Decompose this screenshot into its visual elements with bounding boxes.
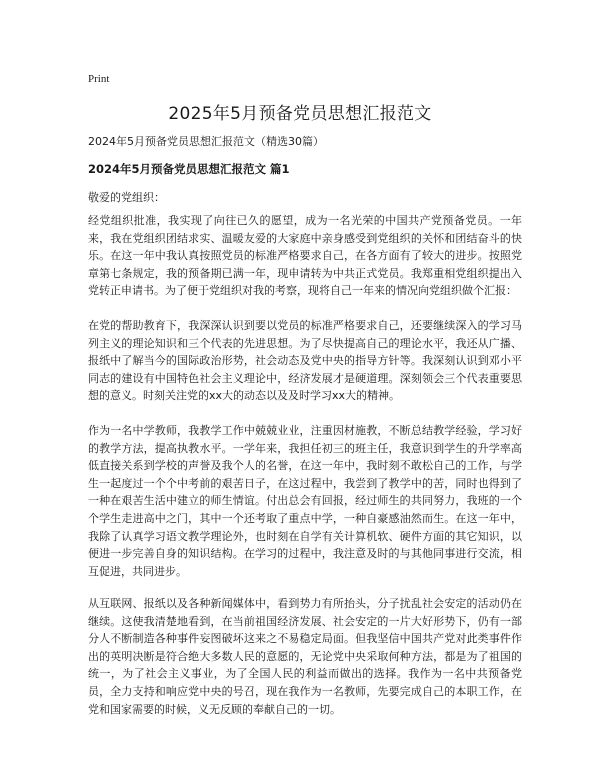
document-title: 2025年5月预备党员思想汇报范文 — [168, 104, 432, 124]
print-link[interactable]: Print — [88, 73, 110, 85]
body-paragraph: 作为一名中学教师，我教学工作中兢兢业业，注重因材施教，不断总结教学经验，学习好的教学方法，提高执教水平。一学年来，我担任初三的班主任，我意识到学生的升学率高低直接关系到学校的声誉及我个人的名誉，在这一年中，我时刻不敢松自己的工作，与学生一起度过一个个中考前的艰苦日子，在这过程中，我尝到了教学中的苦，同时也得到了一种在艰苦生活中建立的师生情谊。付出总会有回报，经过师生的共同努力，我班的一个个学生走进高中之门，其中一个还考取了重点中学，一种自豪感油然而生。在这一年中，我除了认真学习语文教学理论外，也时刻在自学有关计算机软、硬件方面的其它知识，以便进一步完善自身的知识结构。在学习的过程中，我注意及时的与其他同事进行交流，相互促进，共同进步。 — [88, 424, 522, 578]
body-paragraph: 从互联网、报纸以及各种新闻媒体中，看到势力有所抬头，分子扰乱社会安定的活动仍在继续。这使我清楚地看到，在当前祖国经济发展、社会安定的一片大好形势下，仍有一部分人不断制造各种事件妄图破坏这来之不易稳定局面。但我坚信中国共产党对此类事件作出的英明决断是符合绝大多数人民的意愿的，无论党中央采取何种方法，都是为了祖国的统一，为了社会主义事业，为了全国人民的利益而做出的选择。我作为一名中共预备党员，全力支持和响应党中央的号召，现在我作为一名教师，先要完成自己的本职工作，在党和国家需要的时候，义无反顾的奉献自己的一切。 — [88, 597, 522, 716]
document-subtitle: 2024年5月预备党员思想汇报范文（精选30篇） — [88, 135, 324, 148]
salutation: 敬爱的党组织： — [88, 191, 165, 204]
body-paragraph: 经党组织批准，我实现了向往已久的愿望，成为一名光荣的中国共产党预备党员。一年来，我在党组织团结求实、温暖友爱的大家庭中亲身感受到党组织的关怀和团结奋斗的快乐。在这一年中我认真按照党员的标准严格要求自己，在各方面有了较大的进步。按照党章第七条规定，我的预备期已满一年，现申请转为中共正式党员。我郑重相党组织提出入党转正申请书。为了便于党组织对我的考察，现将自己一年来的情况向党组织做个汇报： — [88, 214, 522, 298]
body-paragraph: 在党的帮助教育下，我深深认识到要以党员的标准严格要求自己，还要继续深入的学习马列主义的理论知识和三个代表的先进思想。为了尽快提高自己的理论水平，我还从广播、报纸中了解当今的国际政治形势，社会动态及党中央的指导方针等。我深刻认识到邓小平同志的建设有中国特色社会主义理论中，经济发展才是硬道理。深刻领会三个代表重要思想的意义。时刻关注党的xx大的动态以及及时学习xx大的精神。 — [88, 319, 522, 403]
section-heading: 2024年5月预备党员思想汇报范文 篇1 — [88, 162, 290, 176]
